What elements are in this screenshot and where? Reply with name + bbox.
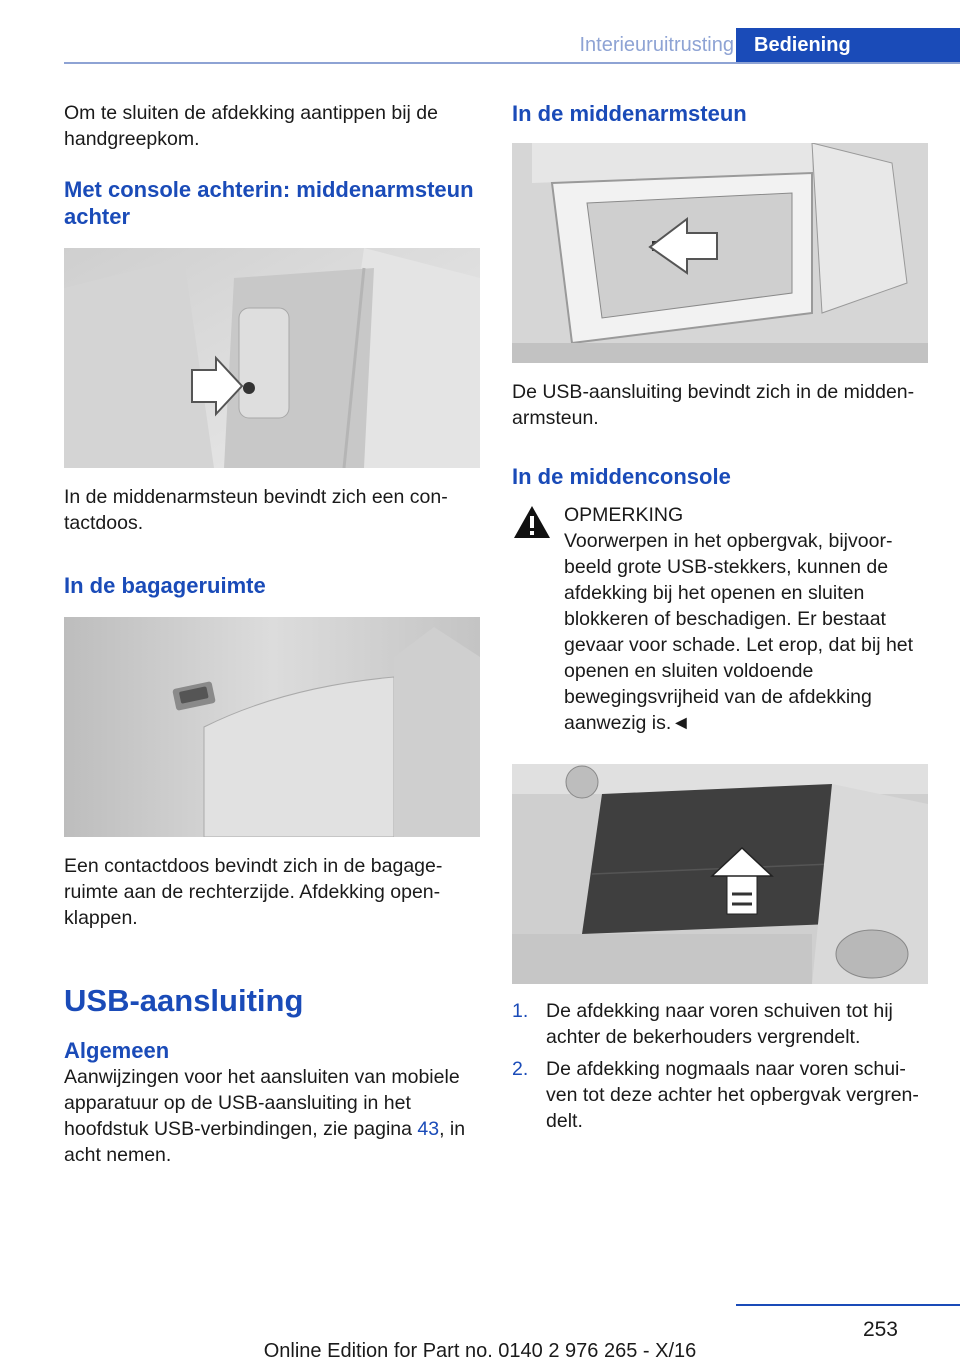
footer-rule bbox=[736, 1304, 960, 1306]
figure-armrest-usb bbox=[512, 143, 928, 363]
luggage-socket-illustration bbox=[64, 617, 480, 837]
list-item bbox=[512, 1056, 930, 1134]
heading-rear-console: Met console achterin: middenarmsteun achter bbox=[64, 177, 474, 229]
heading-console: In de middenconsole bbox=[512, 464, 731, 489]
list-item bbox=[512, 998, 930, 1050]
warning-triangle-icon bbox=[512, 504, 552, 540]
left-column bbox=[64, 100, 482, 1168]
heading-luggage: In de bagageruimte bbox=[64, 573, 266, 598]
warning-notice bbox=[512, 502, 930, 736]
step-text: De afdekking nogmaals naar voren schuiven tot deze achter het opbergvak vergrendelt. bbox=[546, 1058, 919, 1132]
warning-text: Voorwerpen in het opbergvak, bijvoorbeeld grote USB-stekkers, kunnen de afdekking bij het openen en sluiten blokkeren of beschadigen. Er bestaat gevaar voor schade. Let erop, dat bij het openen en sluiten voldoende bewegingsvrijheid van de afdekking aanwezig is.◄ bbox=[564, 530, 914, 734]
right-column bbox=[512, 100, 930, 1140]
heading-armrest: In de middenarmsteun bbox=[512, 101, 747, 126]
step-text: De afdekking naar voren schuiven tot hij achter de bekerhouders vergrendelt. bbox=[546, 1000, 893, 1048]
page-number: 253 bbox=[862, 1318, 898, 1341]
heading-general: Algemeen bbox=[64, 1038, 170, 1063]
step-number: 2. bbox=[512, 1058, 529, 1080]
step-number: 1. bbox=[512, 1000, 529, 1022]
general-text-end: , in acht nemen. bbox=[64, 1118, 466, 1166]
header-section-tab[interactable] bbox=[579, 28, 734, 62]
figure-console-cover bbox=[512, 764, 928, 984]
page-43-link[interactable]: 43 bbox=[417, 1118, 440, 1140]
header-rule bbox=[64, 62, 960, 64]
edition-footer: Online Edition for Part no. 0140 2 976 265 - X/16 bbox=[263, 1340, 697, 1362]
armrest-paragraph: De USB-aansluiting bevindt zich in de middenarmsteun. bbox=[512, 381, 915, 429]
luggage-paragraph: Een contactdoos bevindt zich in de bagageruimte aan de rechterzijde. Afdekking openklappen. bbox=[64, 855, 443, 929]
heading-usb: USB-aansluiting bbox=[64, 983, 304, 1018]
header-section-label: Interieuruitrusting bbox=[579, 33, 734, 56]
warning-title: OPMERKING bbox=[564, 504, 684, 526]
steps-list bbox=[512, 998, 930, 1134]
general-paragraph bbox=[64, 1064, 482, 1168]
figure-rear-armrest bbox=[64, 248, 480, 468]
intro-paragraph: Om te sluiten de afdekking aantippen bij de handgreepkom. bbox=[64, 102, 438, 150]
armrest-usb-illustration bbox=[512, 143, 928, 363]
general-text: Aanwijzingen voor het aansluiten van mobiele apparatuur op de USB-aansluiting in het hoofdstuk USB-verbindingen, zie pagina bbox=[64, 1066, 460, 1140]
figure-luggage-socket bbox=[64, 617, 480, 837]
header-chapter-label: Bediening bbox=[754, 33, 851, 56]
console-cover-illustration bbox=[512, 764, 928, 984]
rear-armrest-illustration bbox=[64, 248, 480, 468]
header-chapter-tab[interactable] bbox=[736, 28, 960, 62]
rear-console-paragraph: In de middenarmsteun bevindt zich een contactdoos. bbox=[64, 486, 448, 534]
